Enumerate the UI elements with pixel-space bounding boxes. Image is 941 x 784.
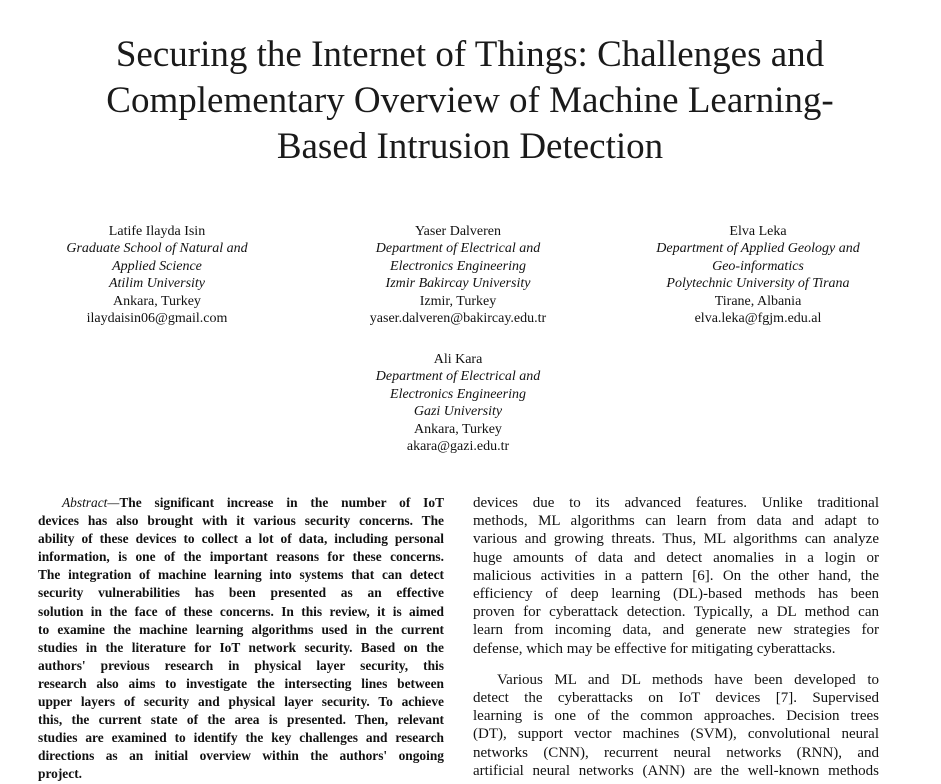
author-location: Izmir, Turkey (419, 293, 497, 309)
abstract-line: project. (38, 766, 82, 782)
author-affiliation: Department of Electrical and (375, 241, 541, 257)
paper-title (20, 32, 920, 170)
author-block-dalveren (328, 223, 588, 327)
author-affiliation: Geo-informatics (712, 258, 804, 274)
author-email: elva.leka@fgjm.edu.al (694, 311, 822, 327)
body-line: various and growing threats. Thus, ML algorithms can analyze (473, 531, 879, 548)
body-line: learning is one of the common approaches. Decision trees (473, 708, 879, 725)
body-line: networks (CNN), recurrent neural networks (RNN), and (473, 744, 879, 761)
abstract-line: directions as an initial overview within the authors' ongoing (38, 748, 444, 764)
body-line: (DT), support vector machines (SVM), convolutional neural (473, 726, 879, 743)
abstract-first-line (38, 494, 444, 512)
abstract-line: upper layers of security and physical layer security. To achieve (38, 694, 444, 710)
body-line: detect the cyberattacks on IoT devices [7]. Supervised (473, 690, 879, 707)
author-affiliation: Department of Applied Geology and (656, 241, 860, 257)
author-block-isin (27, 223, 287, 327)
title-line: Based Intrusion Detection (276, 126, 664, 167)
author-affiliation: Graduate School of Natural and (66, 241, 248, 257)
abstract-line: The significant increase in the number of IoT (119, 495, 444, 510)
author-block-kara (328, 351, 588, 455)
author-affiliation: Gazi University (413, 404, 503, 420)
abstract-line: this, the current state of the area is presented. Then, relevant (38, 712, 444, 728)
author-name: Elva Leka (729, 224, 787, 239)
abstract-line: solution in the face of these concerns. In this review, it is aimed (38, 603, 444, 619)
body-line: malicious activities in a pattern [6]. On the other hand, the (473, 567, 879, 584)
abstract-line: information, is one of the important reasons for these concerns. (38, 549, 444, 565)
body-line: efficiency of deep learning (DL)-based methods has been (473, 586, 879, 603)
author-email: akara@gazi.edu.tr (406, 439, 510, 455)
abstract (38, 494, 444, 784)
body-line: methods, ML algorithms can learn from data and adapt to (473, 513, 879, 530)
abstract-line: research also aims to investigate the intersecting lines between (38, 675, 444, 691)
body-line: defense, which may be effective for mitigating cyberattacks. (473, 640, 836, 657)
body-line: huge amounts of data and detect anomalies in a login or (473, 549, 879, 566)
body-line: proven for cyberattack detection. Typically, a DL method can (473, 604, 879, 621)
author-name: Latife Ilayda Isin (108, 224, 206, 239)
author-location: Ankara, Turkey (113, 293, 201, 309)
abstract-line: devices has also brought with it various security concerns. The (38, 513, 444, 529)
abstract-line: to examine the machine learning algorithms used in the current (38, 621, 444, 637)
body-column-right (473, 494, 879, 780)
author-affiliation: Atilim University (108, 276, 206, 292)
author-name: Yaser Dalveren (414, 224, 502, 239)
abstract-line: security vulnerabilities has been presented as an effective (38, 585, 444, 601)
author-affiliation: Polytechnic University of Tirana (666, 276, 850, 292)
author-affiliation: Electronics Engineering (390, 386, 526, 402)
paragraph-gap (473, 658, 879, 671)
abstract-line: ability of these devices to collect a lot of data, including personal (38, 531, 444, 547)
author-affiliation: Izmir Bakircay University (385, 276, 531, 292)
abstract-line: authors' previous research in physical layer security, this (38, 657, 444, 673)
title-line: Securing the Internet of Things: Challenges and (115, 34, 825, 75)
abstract-label: Abstract— (62, 495, 120, 510)
body-line: Various ML and DL methods have been developed to (497, 671, 879, 688)
author-name: Ali Kara (433, 352, 483, 367)
author-affiliation: Applied Science (112, 258, 202, 274)
author-email: ilaydaisin06@gmail.com (86, 311, 228, 327)
abstract-line: The integration of machine learning into systems that can detect (38, 567, 444, 583)
author-affiliation: Electronics Engineering (390, 258, 526, 274)
body-line: learn from incoming data, and generate new strategies for (473, 622, 879, 639)
author-location: Ankara, Turkey (414, 421, 502, 437)
body-line: devices due to its advanced features. Unlike traditional (473, 495, 879, 511)
body-line: artificial neural networks (ANN) are the well-known methods (473, 762, 879, 779)
title-line: Complementary Overview of Machine Learning- (106, 80, 834, 121)
author-email: yaser.dalveren@bakircay.edu.tr (369, 311, 547, 327)
abstract-line: studies are examined to identify the key challenges and research (38, 730, 444, 746)
author-block-leka (628, 223, 888, 327)
author-location: Tirane, Albania (714, 293, 802, 309)
abstract-line: studies in the literature for IoT network security. Based on the (38, 639, 444, 655)
author-affiliation: Department of Electrical and (375, 369, 541, 385)
